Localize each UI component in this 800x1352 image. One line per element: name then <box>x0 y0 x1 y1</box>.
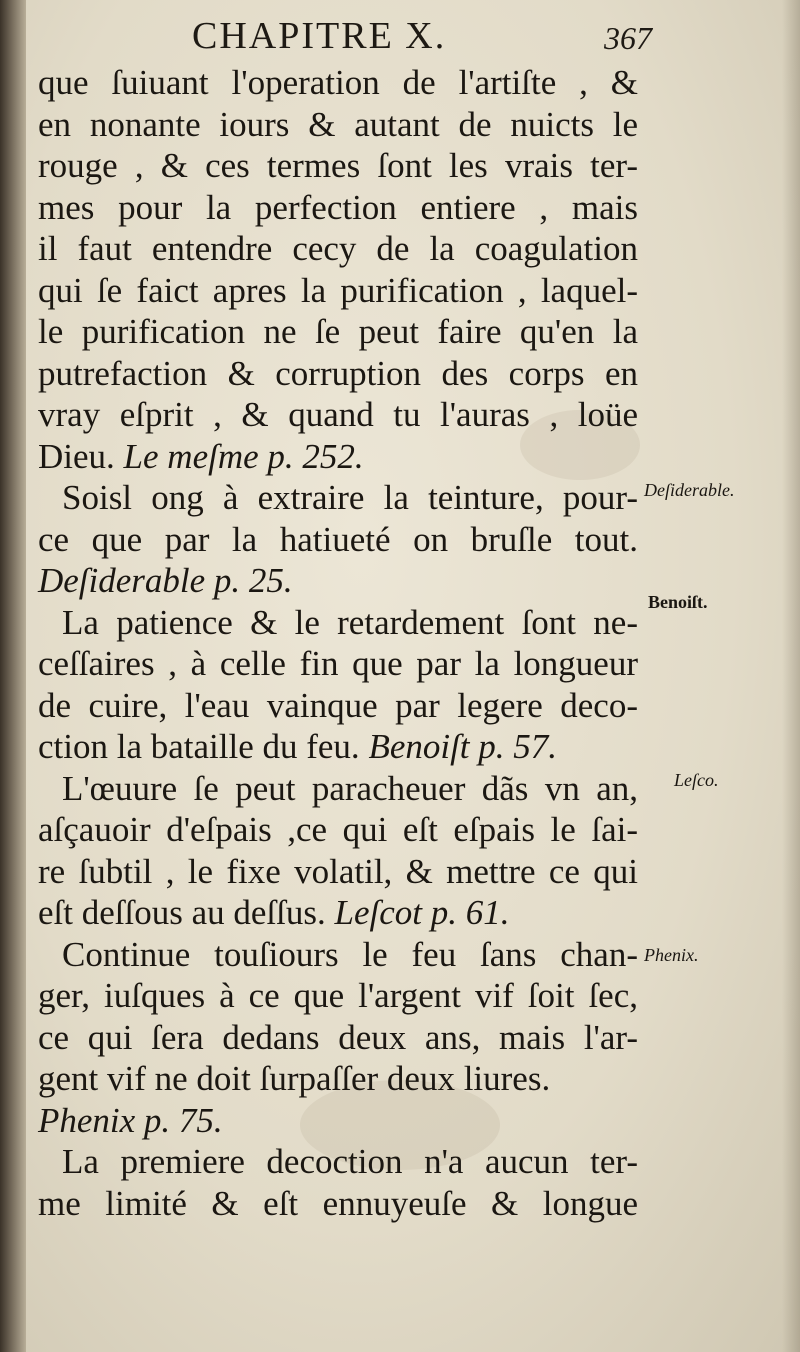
text-line <box>38 768 638 810</box>
line-text: aſçauoir d'eſpais ,ce qui eſt eſpais le ſai- <box>38 810 638 849</box>
text-line <box>38 519 638 561</box>
text-line <box>38 1141 638 1183</box>
text-line <box>38 1017 638 1059</box>
text-line <box>38 311 638 353</box>
line-text: ger, iuſques à ce que l'argent vif ſoit ſec, <box>38 976 638 1015</box>
line-text: Soisl ong à extraire la teinture, pour- <box>62 478 638 517</box>
line-text: ce que par la hatiueté on bruſle tout. <box>38 519 638 559</box>
text-line <box>38 145 638 187</box>
margin-note: Deſiderable. <box>644 480 735 500</box>
line-text: ceſſaires , à celle fin que par la longueur <box>38 644 638 683</box>
line-text: Dieu. <box>38 436 124 476</box>
running-header <box>192 14 652 64</box>
line-text: le purification ne ſe peut faire qu'en la <box>38 312 638 351</box>
line-text: il faut entendre cecy de la coagulation <box>38 229 638 268</box>
line-text: ce qui ſera dedans deux ans, mais l'ar- <box>38 1017 638 1057</box>
line-text: me limité & eſt ennuyeuſe & longue <box>38 1183 638 1223</box>
margin-note: Benoiſt. <box>648 592 708 612</box>
text-line <box>38 1183 638 1225</box>
line-text: ction la bataille du feu. <box>38 727 369 766</box>
text-line <box>38 1058 638 1100</box>
line-text: vray eſprit , & quand tu l'auras , loüe <box>38 395 638 434</box>
source-reference: Benoiſt p. 57. <box>368 727 558 766</box>
line-text: L'œuure ſe peut paracheuer dãs vn an, <box>62 768 638 808</box>
text-line <box>38 394 638 436</box>
line-text: Continue touſiours le feu ſans chan- <box>62 934 638 974</box>
line-text: de cuire, l'eau vainque par legere deco- <box>38 685 638 725</box>
text-line <box>38 62 638 104</box>
line-text: que ſuiuant l'operation de l'artiſte , & <box>38 63 638 102</box>
margin-note: Phenix. <box>644 945 699 965</box>
line-text: eſt deſſous au deſſus. <box>38 893 335 932</box>
text-line <box>38 228 638 270</box>
source-reference: Le meſme p. 252. <box>123 436 364 476</box>
text-line <box>38 892 638 934</box>
text-line <box>38 187 638 229</box>
chapter-heading: CHAPITRE X. <box>192 15 447 57</box>
text-line <box>38 270 638 312</box>
source-reference: Phenix p. 75. <box>38 1100 223 1140</box>
text-line <box>38 560 638 602</box>
text-line <box>38 726 638 768</box>
text-line <box>38 934 638 976</box>
text-line <box>38 436 638 478</box>
text-line <box>38 809 638 851</box>
line-text: La patience & le retardement ſont ne- <box>62 602 638 642</box>
text-line <box>38 104 638 146</box>
line-text: gent vif ne doit ſurpaſſer deux liures. <box>38 1059 551 1098</box>
body-text <box>38 62 638 1224</box>
line-text: mes pour la perfection entiere , mais <box>38 187 638 227</box>
margin-note: Leſco. <box>674 770 719 790</box>
line-text: rouge , & ces termes ſont les vrais ter- <box>38 146 638 185</box>
source-reference: Deſiderable p. 25. <box>38 561 293 600</box>
line-text: en nonante iours & autant de nuicts le <box>38 104 638 144</box>
line-text: La premiere decoction n'a aucun ter- <box>62 1142 638 1181</box>
text-line <box>38 602 638 644</box>
text-line <box>38 851 638 893</box>
source-reference: Leſcot p. 61. <box>334 893 510 932</box>
text-line <box>38 1100 638 1142</box>
text-line <box>38 975 638 1017</box>
page-number: 367 <box>604 20 652 56</box>
line-text: qui ſe faict apres la purification , laquel- <box>38 270 638 310</box>
text-line <box>38 477 638 519</box>
line-text: re ſubtil , le fixe volatil, & mettre ce qui <box>38 851 638 891</box>
text-line <box>38 353 638 395</box>
line-text: putrefaction & corruption des corps en <box>38 353 638 393</box>
text-line <box>38 685 638 727</box>
binding-gutter <box>0 0 26 1352</box>
page-edge-shadow <box>782 0 800 1352</box>
text-line <box>38 643 638 685</box>
